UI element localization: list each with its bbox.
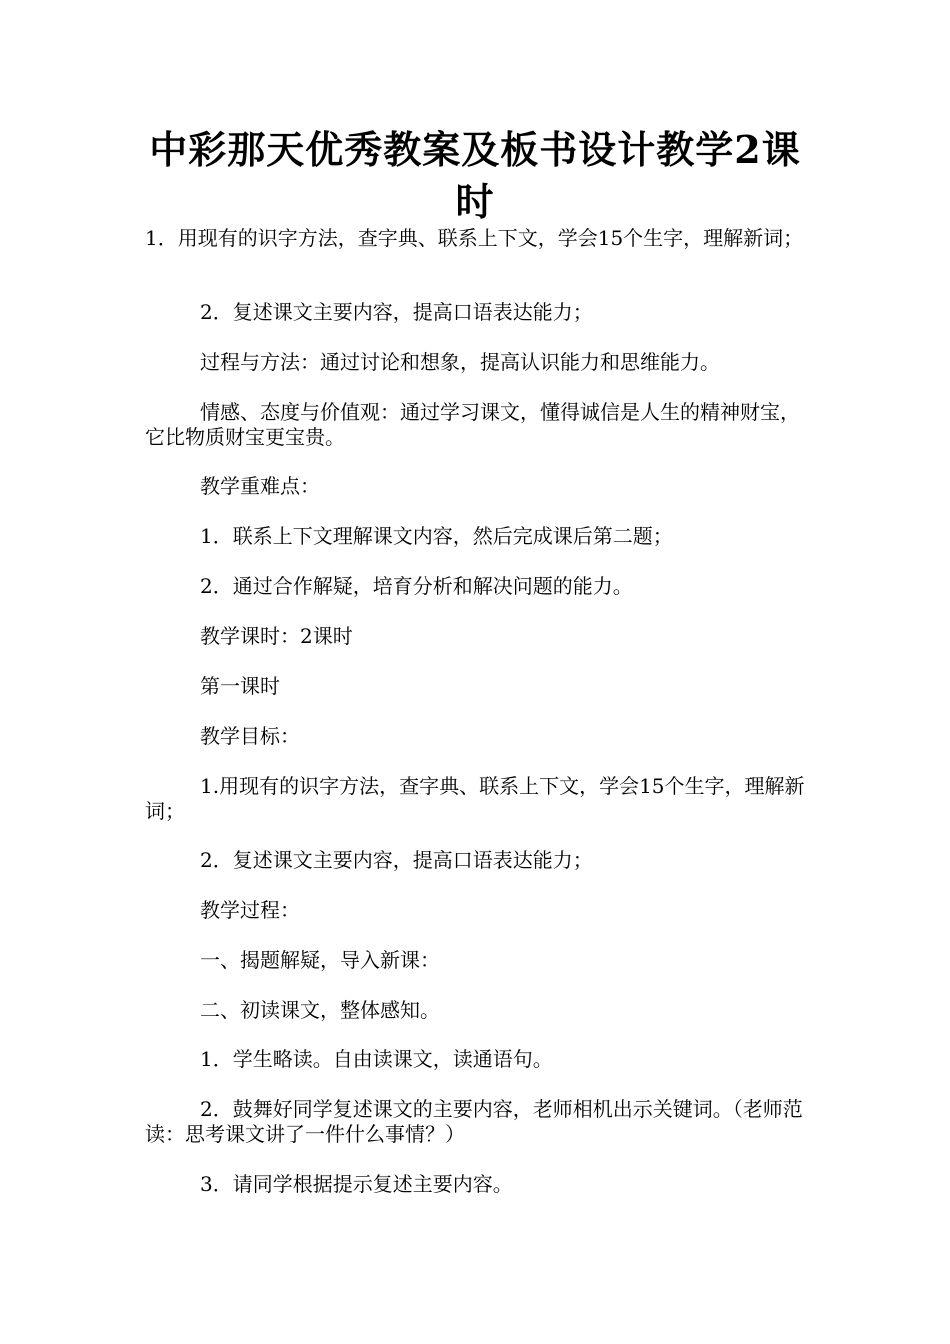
paragraph-step-two: 二、初读课文，整体感知。 <box>200 998 440 1022</box>
paragraph-objective-2: 2．复述课文主要内容，提高口语表达能力； <box>200 300 593 324</box>
paragraph-teaching-goal-1: 1.用现有的识字方法，查字典、联系上下文，学会15个生字，理解新词； <box>145 774 805 823</box>
paragraph-step-two-item-1: 1．学生略读。自由读课文，读通语句。 <box>200 1047 553 1071</box>
paragraph-key-point-2: 2．通过合作解疑，培育分析和解决问题的能力。 <box>200 574 633 598</box>
paragraph-key-point-1: 1．联系上下文理解课文内容，然后完成课后第二题； <box>200 524 673 548</box>
paragraph-process-method: 过程与方法：通过讨论和想象，提高认识能力和思维能力。 <box>200 350 720 374</box>
paragraph-step-one: 一、揭题解疑，导入新课： <box>200 948 440 972</box>
paragraph-key-points-heading: 教学重难点： <box>200 474 320 498</box>
paragraph-step-two-item-2: 2．鼓舞好同学复述课文的主要内容，老师相机出示关键词。（老师范读：思考课文讲了一件什么事情？） <box>145 1097 803 1146</box>
paragraph-teaching-goal-2: 2．复述课文主要内容，提高口语表达能力； <box>200 848 593 872</box>
paragraph-first-lesson: 第一课时 <box>200 674 280 698</box>
paragraph-step-two-item-3: 3．请同学根据提示复述主要内容。 <box>200 1172 513 1196</box>
paragraph-teaching-goals-heading: 教学目标： <box>200 724 300 748</box>
document-title: 中彩那天优秀教案及板书设计教学2课时 <box>149 127 801 224</box>
paragraph-emotion-values: 情感、态度与价值观：通过学习课文，懂得诚信是人生的精神财宝，它比物质财宝更宝贵。 <box>145 400 800 449</box>
paragraph-class-hours: 教学课时：2课时 <box>200 624 353 648</box>
paragraph-teaching-process-heading: 教学过程： <box>200 898 300 922</box>
paragraph-objective-1: 1．用现有的识字方法，查字典、联系上下文，学会15个生字，理解新词； <box>145 226 804 250</box>
